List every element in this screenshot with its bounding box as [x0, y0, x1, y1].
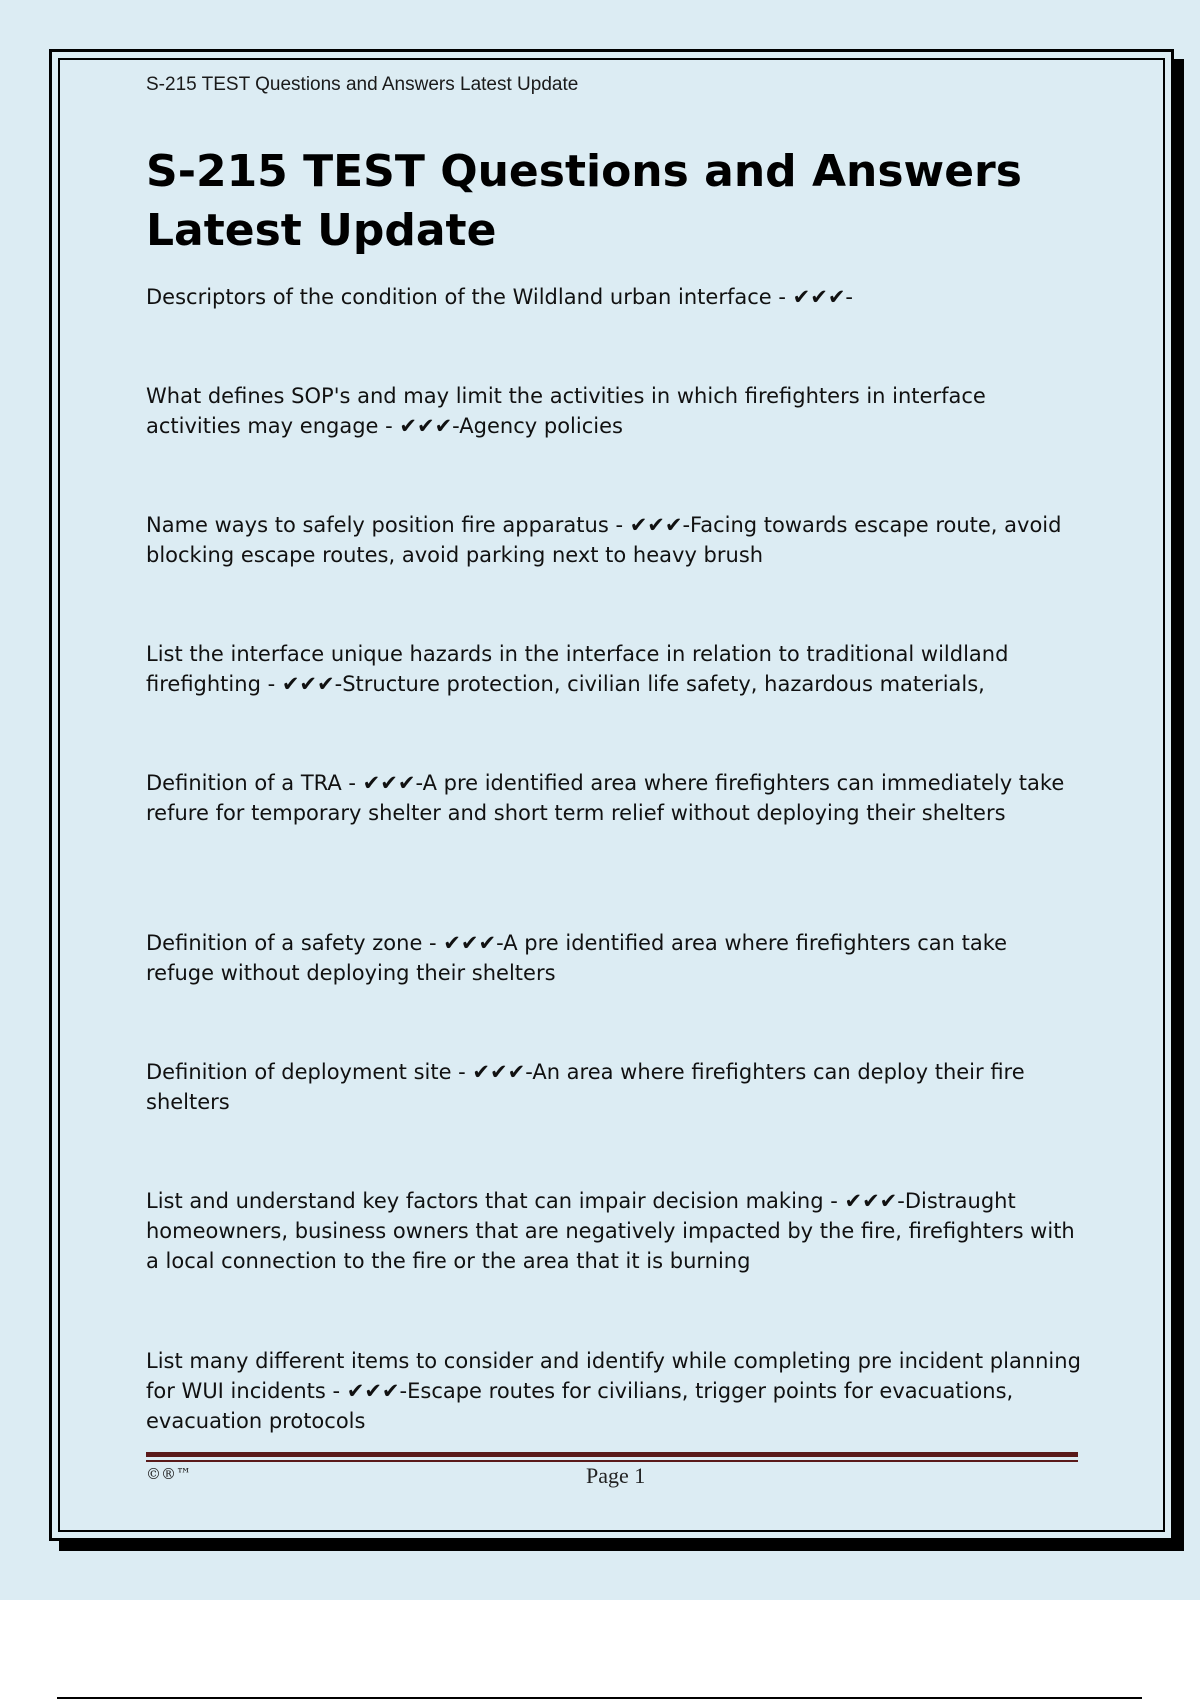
- qa-item: Definition of deployment site - ✔✔✔-An area where firefighters can deploy their fire shelters: [146, 1060, 1025, 1114]
- qa-item: Descriptors of the condition of the Wildland urban interface - ✔✔✔-: [146, 285, 853, 309]
- qa-item: Definition of a safety zone - ✔✔✔-A pre identified area where firefighters can take refuge without deploying their shelters: [146, 931, 1008, 985]
- qa-item: List the interface unique hazards in the interface in relation to traditional wildland firefighting - ✔✔✔-Structure protection, civilian life safety, hazardous materials,: [146, 642, 1009, 696]
- page-title: S-215 TEST Questions and Answers Latest Update: [146, 146, 1022, 256]
- footer-divider-thin: [146, 1460, 1078, 1462]
- page-number: Page 1: [586, 1463, 646, 1488]
- qa-item: What defines SOP's and may limit the activities in which firefighters in interface activities may engage - ✔✔✔-Agency policies: [146, 384, 986, 438]
- next-page-divider: [57, 1697, 1142, 1699]
- footer-divider: [146, 1452, 1078, 1457]
- qa-item: List many different items to consider and identify while completing pre incident planning for WUI incidents - ✔✔✔-Escape routes for civilians, trigger points for evacuations, evacuation protocols: [146, 1349, 1081, 1433]
- qa-item: Name ways to safely position fire apparatus - ✔✔✔-Facing towards escape route, avoid blocking escape routes, avoid parking next to heavy brush: [146, 513, 1062, 567]
- footer-symbols: ©®™: [146, 1465, 191, 1483]
- qa-item: Definition of a TRA - ✔✔✔-A pre identified area where firefighters can immediately take refure for temporary shelter and short term relief without deploying their shelters: [146, 771, 1065, 825]
- running-header: S-215 TEST Questions and Answers Latest Update: [146, 74, 579, 95]
- qa-item: List and understand key factors that can impair decision making - ✔✔✔-Distraught homeowners, business owners that are negatively impacted by the fire, firefighters with a local connection to the fire or the area that it is burning: [146, 1189, 1075, 1273]
